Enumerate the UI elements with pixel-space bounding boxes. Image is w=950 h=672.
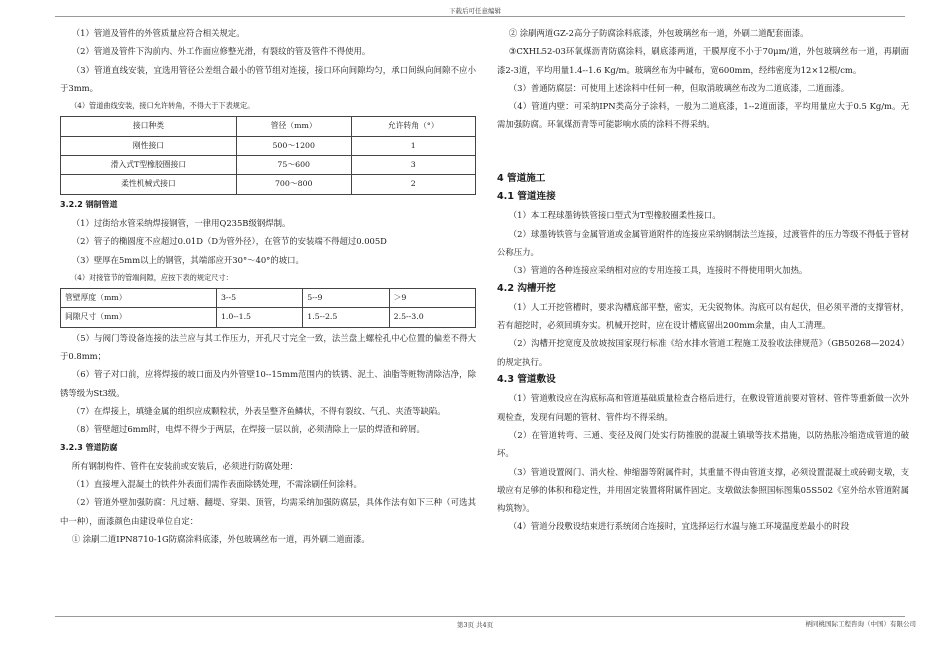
paragraph: （3）普通防腐层：可使用上述涂料中任何一种，但取消玻璃丝布改为二道底漆，二道面漆。 — [508, 82, 850, 93]
table-cell: 75～600 — [236, 156, 351, 175]
table-row — [61, 136, 476, 155]
table-row — [61, 175, 476, 194]
table-header-row — [61, 117, 476, 136]
table-cell: 1 — [351, 136, 475, 155]
paragraph: （1）管道敷设应在沟底标高和管道基础质量检查合格后进行，在敷设管道前要对管材、管件等重新做一次外观检查，发现有问题的管材、管件均不得采纳。 — [497, 393, 909, 422]
paragraph: ① 涂刷二道IPN8710-1G防腐涂料底漆，外包玻璃丝布一道，再外刷二道面漆。 — [71, 534, 370, 545]
paragraph: （3）壁厚在5mm以上的钢管，其端部应开30°～40°的坡口。 — [71, 254, 304, 265]
table-cell: 1.0--1.5 — [216, 308, 302, 327]
paragraph: （6）管子对口前，应将焊接的坡口面及内外管壁10--15mm范围内的铁锈、泥土、油脂等赃物清除洁净，除锈等级为St3级。 — [60, 369, 476, 398]
paragraph: （2）在管道转弯、三通、变径及阀门处实行防推脱的混凝土镇墩等技术措施，以防热胀冷缩造成管道的破坏。 — [497, 429, 909, 459]
paragraph: ② 涂刷两道GZ-2高分子防腐涂料底漆，外包玻璃丝布一道，外刷二道配套面漆。 — [508, 28, 809, 38]
paragraph: （2）管道及管件下沟前内、外工作面应修整光滑，有裂纹的管及管件不得使用。 — [71, 46, 371, 57]
table-cell: 柔性机械式接口 — [61, 175, 237, 194]
table-cell: 间隙尺寸（mm） — [61, 308, 217, 327]
table-cell: 500～1200 — [236, 136, 351, 155]
paragraph: （2）球墨铸铁管与金属管道或金属管道附件的连接应采纳钢制法兰连接，过渡管件的压力等级不得低于管材公称压力。 — [497, 228, 909, 257]
left-column — [60, 24, 476, 548]
table-row — [61, 289, 476, 308]
paragraph: （2）管道外壁加强防腐：凡过塘、翻堤、穿渠、顶管，均需采纳加强防腐层，具体作法有如下三种（可选其中一种），面漆颜色由建设单位自定： — [60, 497, 476, 526]
paragraph: （7）在焊接上，填缝金属的组织应成颗粒状，外表呈整齐鱼鳞状，不得有裂纹、气孔、夹渣等缺陷。 — [71, 405, 446, 416]
table-header-cell: 接口种类 — [61, 117, 237, 136]
table-cell: 滑入式T型橡胶圈接口 — [61, 156, 237, 175]
table-cell: 刚性接口 — [61, 136, 237, 155]
table-cell: 2.5--3.0 — [389, 308, 475, 327]
table-cell: 700～800 — [236, 175, 351, 194]
paragraph: （4）管道分段敷设结束进行系统闭合连接时，宜选择运行水温与施工环境温度差最小的时段 — [508, 521, 850, 532]
table-row — [61, 156, 476, 175]
paragraph: （1）直接埋入混凝土的铁件外表面们需作表面除锈处理，不需涂刷任何涂料。 — [71, 479, 362, 490]
gap-size-table — [60, 288, 476, 328]
header-divider — [55, 16, 905, 17]
section-heading: 4.1 管道连接 — [497, 191, 556, 203]
paragraph: （2）沟槽开挖宽度及放坡按国家现行标准《给水排水管道工程施工及验收法律规范》（GB50268—2024）的规定执行。 — [497, 338, 909, 367]
paragraph: （1）人工开挖管槽时，要求沟槽底部平整，密实，无尖锐物体。沟底可以有起伏，但必须平滑的支撑管材，若有超挖时，必须回填夯实。机械开挖时，应在设计槽底留出200mm余量，由人工清理。 — [497, 301, 909, 331]
paragraph: （5）与阀门等设备连接的法兰应与其工作压力，开孔尺寸完全一致，法兰盘上螺栓孔中心位置的偏差不得大于0.8mm； — [60, 332, 476, 362]
table-cell: 3--5 — [216, 289, 302, 308]
right-column — [497, 24, 909, 536]
section-heading: 4.2 沟槽开挖 — [497, 282, 556, 294]
table-row — [61, 308, 476, 327]
table-header-cell: 管径（mm） — [236, 117, 351, 136]
page-number: 第3页 共4页 — [456, 621, 494, 629]
paragraph: （1）本工程球墨铸铁管接口型式为T型橡胶圈柔性接口。 — [508, 210, 721, 221]
paragraph: （3）管道直线安装，宜选用管径公差组合最小的管节组对连接，接口环向间隙均匀，承口间纵向间隙不应小于3mm。 — [60, 64, 476, 93]
section-heading: 3.2.2 钢制管道 — [60, 199, 118, 209]
paragraph: （1）过街给水管采纳焊接钢管，一律用Q235B级钢焊制。 — [71, 217, 291, 228]
page-header: 下载后可任意编辑 — [449, 7, 501, 15]
paragraph: （1）管道及管件的外管质量应符合相关规定。 — [71, 28, 245, 38]
table-cell: 2 — [351, 175, 475, 194]
paragraph: （4）对接管节的管端间隙，应按下表的规定尺寸： — [70, 272, 233, 282]
company-name: 柄同桃国际工程咨询（中国）有限公司 — [805, 620, 916, 628]
paragraph: （4）管道内壁：可采纳IPN类高分子涂料，一般为二道底漆，1--2道面漆，平均用量应大于0.5 Kg/m。无需加强防腐。环氧煤沥青等可能影响水质的涂料不得采纳。 — [497, 101, 909, 130]
section-heading: 3.2.3 管道防腐 — [60, 442, 118, 452]
paragraph: （3）管道设置阀门、消火栓、伸缩器等附属件时，其重量不得由管道支撑，必须设置混凝土或砖砌支墩，支墩应有足够的体积和稳定性，并用固定装置将附属件固定。支墩做法参照国标图集05S502《室外给水管道附属构筑物》。 — [497, 466, 909, 514]
table-cell: 3 — [351, 156, 475, 175]
paragraph: （2）管子的椭圆度不应超过0.01D（D为管外径），在管节的安装端不得超过0.005D — [71, 236, 387, 247]
table-cell: 1.5--2.5 — [303, 308, 389, 327]
paragraph: （8）管壁超过6mm时，电焊不得少于两层，在焊接一层以前，必须清除上一层的焊渣和碎屑。 — [71, 424, 425, 435]
joint-angle-table — [60, 116, 476, 194]
paragraph: ③CXHL52-03环氧煤沥青防腐涂料，刷底漆两道，干膜厚度不小于70μm/道，外包玻璃丝布一道，再刷面漆2-3道，平均用量1.4--1.6 Kg/m。玻璃丝布为中碱布，宽600mm，经纬密度为12×12根/cm。 — [497, 46, 909, 75]
table-cell: 5--9 — [303, 289, 389, 308]
footer-divider — [55, 616, 905, 617]
paragraph: （4）管道曲线安装，接口允许转角，不得大于下表规定。 — [70, 101, 255, 111]
table-cell: 管壁厚度（mm） — [61, 289, 217, 308]
chapter-heading: 4 管道施工 — [497, 172, 546, 184]
section-spacer — [497, 134, 909, 170]
paragraph: 所有钢制构件、管件在安装前或安装后，必须进行防腐处理： — [71, 460, 298, 471]
section-heading: 4.3 管道敷设 — [497, 374, 556, 386]
table-cell: ＞9 — [389, 289, 475, 308]
table-header-cell: 允许转角（°） — [351, 117, 475, 136]
paragraph: （3）管道的各种连接应采纳相对应的专用连接工具，连接时不得使用明火加热。 — [508, 265, 808, 276]
